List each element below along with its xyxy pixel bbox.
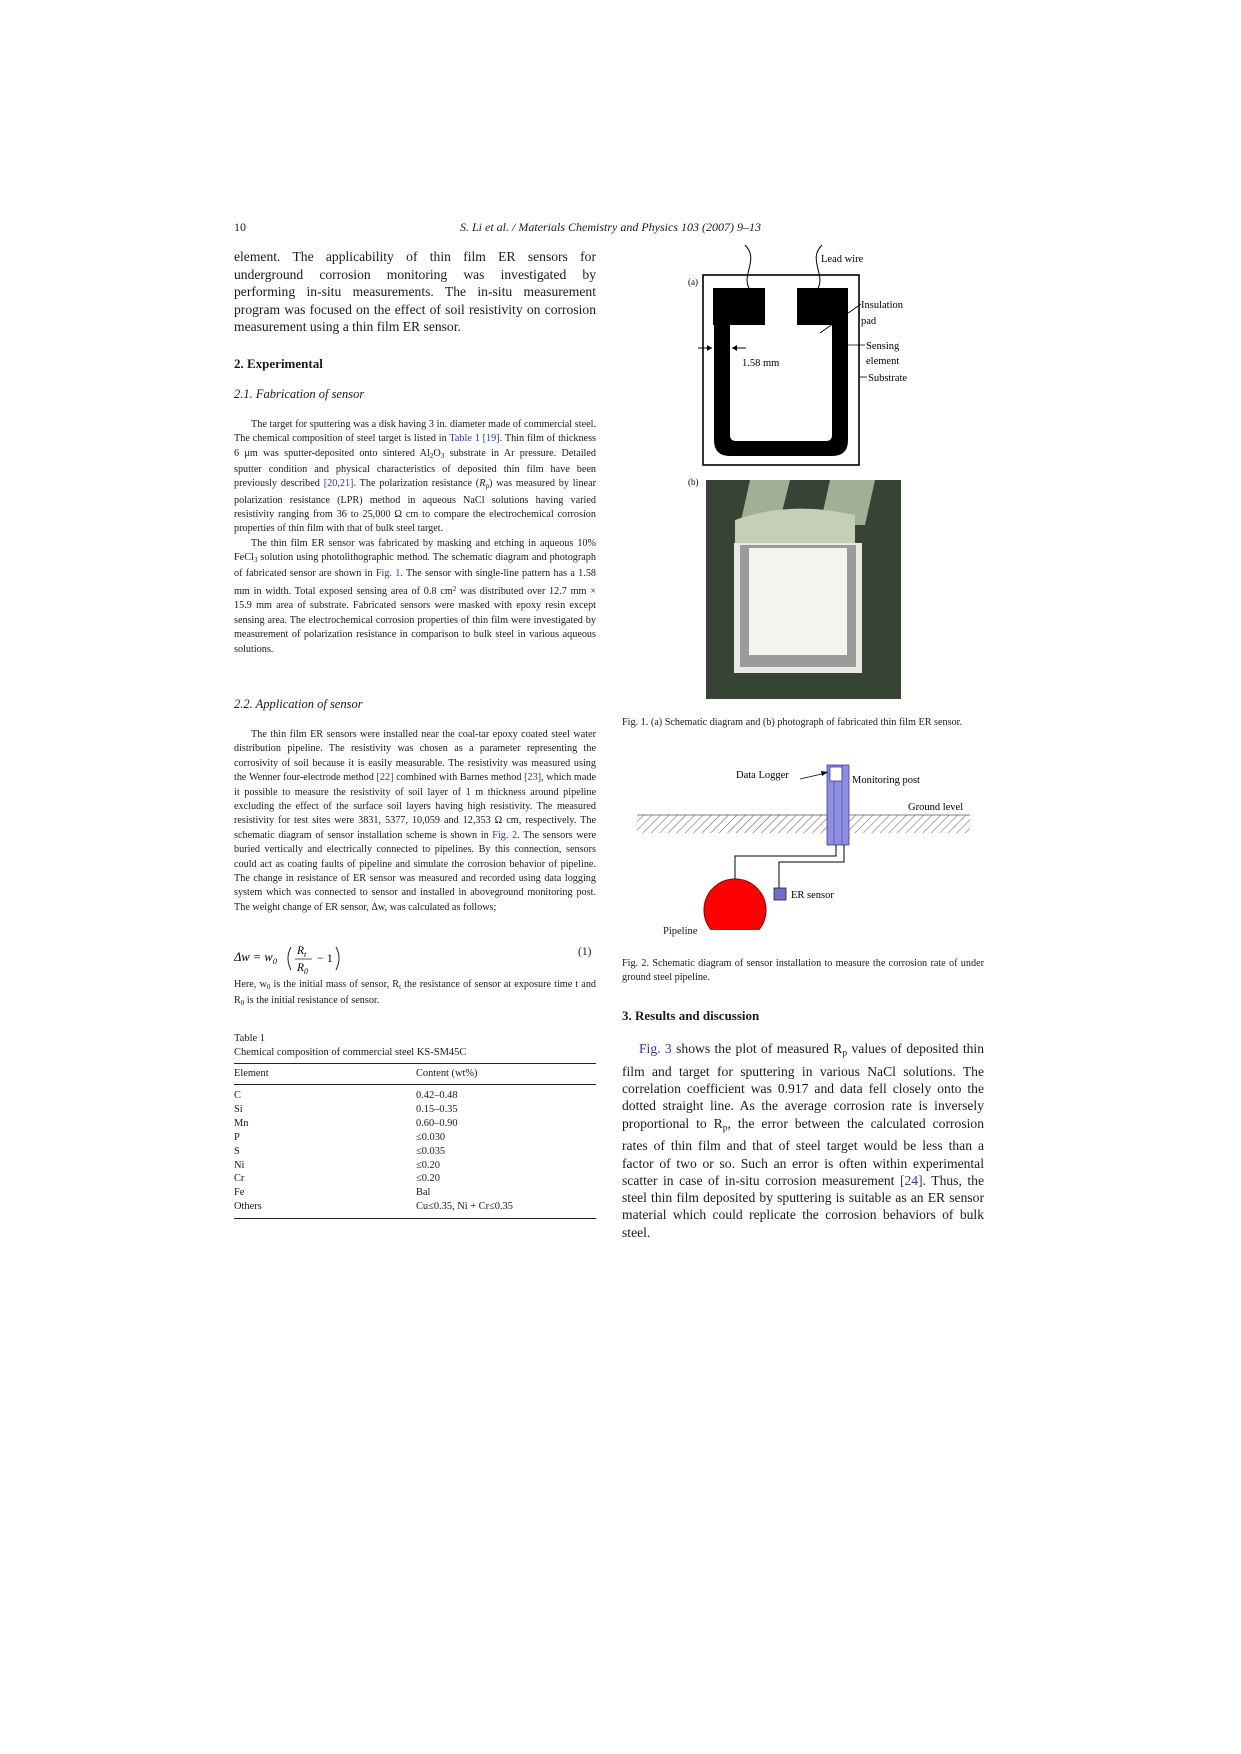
fabrication-text (234, 418, 596, 657)
sensor-photograph (706, 480, 901, 699)
insulation-pad-right (797, 288, 848, 325)
pipeline-wire (735, 845, 836, 882)
table-cell: 0.15–0.35 (416, 1103, 458, 1115)
left-paren (288, 947, 291, 970)
reference-link[interactable]: [22] (376, 772, 394, 784)
sensor-wire (779, 845, 844, 888)
table-row (234, 1103, 596, 1117)
table-cell: P (234, 1131, 240, 1143)
column-header: Element (234, 1064, 416, 1085)
application-paragraph: The thin film ER sensors were installed near the coal-tar epoxy coated steel water distribution pipeline. The resistivity was chosen as a parameter representing the corrosivity of soil because it is easily measurable. The resistivity was measured using the Wenner four-electrode method [22] combined with Barnes method [23], which made it possible to measure the resistivity of soil layer of 1 m thickness around pipeline excluding the effect of the surface soil layers having high resistivity. The measured resistivity for test sites were 3831, 5377, 10,059 and 12,353 Ω cm, respectively. The schematic diagram of sensor installation scheme is shown in Fig. 2. The sensors were buried vertically and electrically connected to pipelines. By this connection, sensors could act as coating faults of pipeline and simulate the corrosion behavior of pipeline. The change in resistance of ER sensor was measured and recorded using data logging system which was connected to sensor and installed in aboveground monitoring post. The weight change of ER sensor, Δw, was calculated as follows; (234, 729, 596, 913)
right-paren (336, 947, 339, 970)
intro-paragraph: element. The applicability of thin film ER sensors for underground corrosion monitoring was investigated by performing in-situ measurements. The in-situ measurement program was focused on the effect of soil resistivity on corrosion measurement using a thin film ER sensor. (234, 249, 596, 334)
table-cell: Ni (234, 1159, 245, 1171)
fig-3-link[interactable]: Fig. 3 (639, 1041, 672, 1056)
equation-explanation: Here, $w_0$ is the initial mass of sensor, $R_t$ the resistance of sensor at exposure time t and $R_0$ is the initial resistance of sensor. (234, 979, 597, 1007)
table-row (234, 1085, 596, 1103)
sensing-element-label-2: element (866, 356, 900, 367)
lead-wire-label: Lead wire (821, 254, 864, 265)
width-label: 1.58 mm (742, 358, 780, 369)
photo-epoxy-window (749, 548, 847, 655)
equation-1 (234, 938, 596, 974)
running-header: S. Li et al. / Materials Chemistry and Physics 103 (2007) 9–13 (460, 220, 761, 234)
figure-1 (680, 245, 940, 705)
table-1-link[interactable]: Table 1 (449, 433, 480, 445)
fig-1-link[interactable]: Fig. 1 (375, 568, 401, 580)
table-title: Chemical composition of commercial steel KS-SM45C (234, 1047, 467, 1058)
table-row (234, 1200, 596, 1218)
reference-link[interactable]: [24] (899, 1172, 923, 1188)
table-cell: ≤0.20 (416, 1173, 440, 1185)
section-heading-experimental: 2. Experimental (234, 356, 323, 371)
equation-minus-one: − 1 (317, 951, 333, 965)
insulation-pad-label: Insulation (861, 300, 903, 311)
table-row (234, 1145, 596, 1159)
section-heading-results: 3. Results and discussion (622, 1008, 760, 1023)
table-cell: ≤0.20 (416, 1159, 440, 1171)
pipeline-circle (704, 879, 766, 930)
substrate-label: Substrate (868, 373, 908, 384)
insulation-pad-label-2: pad (861, 316, 877, 327)
equation-denominator: $R_0$ (297, 962, 309, 976)
equation-number: (1) (578, 946, 592, 958)
table-cell: 0.42–0.48 (416, 1090, 458, 1101)
reference-link[interactable]: [23] (524, 772, 542, 784)
table-cell: Fe (234, 1187, 245, 1199)
table-cell: 0.60–0.90 (416, 1117, 458, 1129)
subsection-heading-application: 2.2. Application of sensor (234, 697, 363, 711)
table-header-row (234, 1064, 596, 1085)
insulation-pad-left (713, 288, 765, 325)
table-label: Table 1 (234, 1033, 266, 1044)
er-sensor (774, 888, 786, 900)
results-paragraph: Fig. 3 shows the plot of measured $R_p$ values of deposited thin film and target for sputtering in various NaCl solutions. The correlation coefficient was 0.917 and data fell closely onto the dotted straight line. As the average corrosion rate is inversely proportional to $R_p$, the error between the calculated corrosion rates of thin film and that of steel target would be less than a factor of two or so. Such an error is often within experimental scatter in case of in-situ corrosion measurement [24]. Thus, the steel thin film deposited by sputtering is suitable as an ER sensor material which could replicate the corrosion behaviors of bulk steel. (622, 1041, 984, 1240)
table-cell: Si (234, 1103, 243, 1115)
subsection-heading-fabrication: 2.1. Fabrication of sensor (234, 387, 365, 401)
fig-2-link[interactable]: Fig. 2 (492, 829, 518, 841)
ground-level-label: Ground level (908, 802, 964, 813)
page-number: 10 (234, 220, 246, 234)
table-cell: S (234, 1145, 240, 1157)
data-logger-box (830, 767, 842, 781)
table-cell: ≤0.030 (416, 1131, 446, 1143)
reference-link[interactable]: [19] (482, 433, 500, 445)
figure-2 (622, 760, 984, 930)
table-cell: Cu≤0.35, Ni + Cr≤0.35 (416, 1200, 596, 1218)
figure-2-caption: Fig. 2. Schematic diagram of sensor installation to measure the corrosion rate of under ground steel pipeline. (622, 958, 984, 984)
panel-b-label: (b) (688, 477, 699, 487)
table-cell: Bal (416, 1187, 431, 1199)
table-cell: Others (234, 1200, 416, 1218)
column-header: Content (wt%) (416, 1064, 596, 1085)
composition-table (234, 1063, 596, 1219)
table-row (234, 1117, 596, 1131)
table-cell: Mn (234, 1117, 249, 1129)
fabrication-paragraph-1: The target for sputtering was a disk having 3 in. diameter made of commercial steel. The chemical composition of steel target is listed in Table 1 [19]. Thin film of thickness 6 μm was sputter-deposited onto sintered $Al_2O_3$ substrate in Ar pressure. Detailed sputter condition and physical characteristics of deposited thin film have been previously described [20,21]. The polarization resistance $(R_p)$ was measured by linear polarization resistance (LPR) method in aqueous NaCl solutions having varied resistivity ranging from 36 to 25,000 Ω cm to compare the electrochemical corrosion properties of thin film with that of bulk steel target. (234, 419, 597, 535)
table-cell: C (234, 1090, 241, 1101)
soil-hatching (637, 815, 970, 833)
table-row (234, 1186, 596, 1200)
table-row (234, 1131, 596, 1145)
equation-graphic (234, 938, 596, 978)
table-row (234, 1159, 596, 1173)
equation-lhs: $\Delta w = w_0$ (234, 950, 277, 966)
table-cell: ≤0.035 (416, 1145, 446, 1157)
data-logger-label: Data Logger (736, 770, 789, 781)
sensing-element-label: Sensing (866, 341, 900, 352)
table-cell: Cr (234, 1173, 245, 1185)
pipeline-label: Pipeline (663, 926, 698, 937)
figure-1-caption: Fig. 1. (a) Schematic diagram and (b) photograph of fabricated thin film ER sensor. (622, 717, 963, 728)
fabrication-paragraph-2: The thin film ER sensor was fabricated by masking and etching in aqueous 10% FeCl$_3$ solution using photolithographic method. The schematic diagram and photograph of fabricated sensor are shown in Fig. 1. The sensor with single-line pattern has a 1.58 mm in width. Total exposed sensing area of 0.8 $cm^2$ was distributed over 12.7 mm × 15.9 mm area of substrate. Fabricated sensors were masked with epoxy resin except sensing area. The electrochemical corrosion properties of thin film were investigated by measurement of polarization resistance in comparison to bulk steel in various aqueous solutions. (234, 537, 597, 655)
panel-a-label: (a) (688, 277, 698, 287)
application-text (234, 728, 596, 915)
reference-link[interactable]: [20,21] (323, 478, 354, 490)
table-caption (234, 1032, 596, 1060)
monitoring-post-label: Monitoring post (852, 775, 920, 786)
er-sensor-label: ER sensor (791, 890, 834, 901)
table-row (234, 1172, 596, 1186)
equation-numerator: $R_t$ (297, 945, 307, 959)
